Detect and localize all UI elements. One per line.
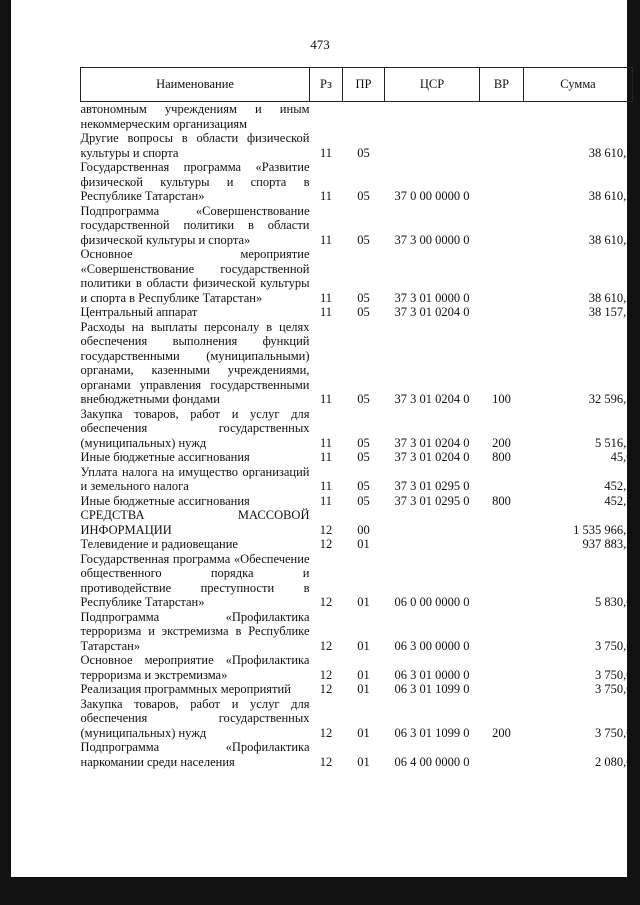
row-sum: 38 610,2	[588, 145, 633, 160]
row-pr: 05	[357, 450, 370, 464]
header-csr: ЦСР	[385, 68, 480, 102]
row-csr: 37 0 00 0000 0	[394, 189, 470, 203]
row-vr	[480, 740, 524, 769]
row-pr: 05	[357, 392, 370, 406]
table-row	[81, 204, 633, 248]
table-row	[81, 305, 633, 320]
row-csr: 06 3 01 1099 0	[394, 682, 470, 696]
row-csr: 06 3 01 0000 0	[394, 667, 470, 682]
row-pr: 05	[357, 145, 370, 160]
row-vr	[480, 160, 524, 204]
row-vr	[480, 653, 524, 682]
row-csr: 06 3 01 1099 0	[394, 725, 470, 740]
row-csr: 06 3 00 0000 0	[394, 638, 470, 653]
row-sum: 38 610,2	[588, 189, 633, 203]
row-vr	[480, 102, 524, 132]
table-row	[81, 407, 633, 451]
row-vr	[480, 610, 524, 654]
row-pr: 00	[357, 522, 370, 537]
row-rz: 11	[319, 189, 333, 203]
table-row	[81, 682, 633, 697]
row-sum: 3 750,0	[595, 638, 633, 653]
table-row	[81, 552, 633, 610]
table-row	[81, 131, 633, 160]
header-vr: ВР	[480, 68, 524, 102]
row-pr: 01	[357, 725, 370, 740]
row-name: Расходы на выплаты персоналу в целях обеспечения выполнения функций государственными (муниципальными) органами, казенными учреждениями, органами управления государственными внебюджетными фондами	[80, 319, 310, 406]
row-sum: 2 080,0	[595, 754, 633, 769]
row-pr: 01	[357, 682, 370, 696]
row-pr: 05	[357, 290, 370, 305]
table-row	[81, 653, 633, 682]
row-pr: 05	[357, 305, 370, 319]
row-name: Центральный аппарат	[80, 305, 198, 319]
row-rz: 11	[319, 392, 333, 406]
row-name: Телевидение и радиовещание	[80, 537, 238, 551]
row-rz: 12	[319, 682, 333, 696]
row-sum: 38 610,2	[588, 290, 633, 305]
row-pr: 01	[357, 667, 370, 682]
table-body	[81, 102, 633, 770]
row-name: Основное мероприятие «Совершенствование государственной политики в области физической культуры и спорта в Республике Татарстан»	[80, 247, 310, 305]
table-row	[81, 610, 633, 654]
row-rz: 12	[319, 522, 333, 537]
row-csr: 37 3 01 0204 0	[394, 305, 470, 319]
row-vr	[480, 305, 524, 320]
row-sum: 38 157,5	[588, 305, 633, 319]
row-csr: 37 3 00 0000 0	[394, 232, 470, 247]
row-pr: 05	[357, 493, 370, 508]
row-name: Подпрограмма «Профилактика наркомании среди населения	[80, 740, 310, 769]
row-pr: 01	[357, 537, 370, 551]
row-sum: 3 750,0	[595, 682, 633, 696]
row-name: Государственная программа «Развитие физической культуры и спорта в Республике Татарстан»	[80, 160, 310, 203]
table-row	[81, 508, 633, 537]
row-pr: 05	[357, 435, 370, 450]
header-rz: Рз	[310, 68, 343, 102]
row-csr: 37 3 01 0204 0	[394, 392, 470, 406]
row-name: автономным учреждениям и иным некоммерческим организациям	[80, 102, 310, 131]
row-rz: 12	[319, 725, 333, 740]
row-csr: 06 4 00 0000 0	[394, 754, 470, 769]
row-pr: 05	[357, 479, 370, 493]
row-sum: 937 883,2	[582, 537, 633, 551]
table-row	[81, 697, 633, 741]
row-pr: 01	[357, 754, 370, 769]
row-name: Подпрограмма «Профилактика терроризма и экстремизма в Республике Татарстан»	[80, 609, 310, 653]
row-sum: 1 535 966,5	[573, 522, 633, 537]
row-vr	[480, 552, 524, 610]
row-sum: 32 596,3	[588, 392, 633, 406]
row-sum: 3 750,0	[595, 667, 633, 682]
table-row	[81, 247, 633, 305]
row-csr	[385, 131, 480, 160]
row-vr	[480, 682, 524, 697]
table-row	[81, 102, 633, 132]
row-name: Иные бюджетные ассигнования	[80, 493, 250, 508]
row-rz: 11	[319, 435, 333, 450]
row-rz: 11	[319, 479, 333, 493]
row-sum: 38 610,2	[588, 232, 633, 247]
row-rz: 11	[319, 290, 333, 305]
scan-edge-left	[0, 0, 11, 905]
page-number: 473	[310, 37, 330, 52]
row-rz: 11	[319, 232, 333, 247]
row-vr: 800	[492, 493, 511, 508]
table-header-row	[81, 68, 633, 102]
row-csr	[385, 508, 480, 537]
row-name: Государственная программа «Обеспечение общественного порядка и противодействие преступности в Республике Татарстан»	[80, 551, 310, 609]
row-vr	[480, 204, 524, 248]
row-vr: 100	[492, 392, 511, 406]
row-rz: 11	[319, 450, 333, 464]
row-csr: 37 3 01 0295 0	[394, 493, 470, 508]
row-name: Основное мероприятие «Профилактика терроризма и экстремизма»	[80, 653, 310, 682]
table-row	[81, 320, 633, 407]
table-row	[81, 465, 633, 494]
row-csr	[385, 537, 480, 552]
row-rz: 12	[319, 638, 333, 653]
row-name: Закупка товаров, работ и услуг для обеспечения государственных (муниципальных) нужд	[80, 696, 310, 740]
row-pr: 05	[357, 189, 370, 203]
budget-table	[80, 67, 633, 769]
row-vr	[480, 465, 524, 494]
row-name: Уплата налога на имущество организаций и земельного налога	[80, 464, 310, 493]
row-name: Другие вопросы в области физической культуры и спорта	[80, 131, 310, 160]
header-name: Наименование	[81, 68, 310, 102]
row-rz: 12	[319, 754, 333, 769]
row-csr: 37 3 01 0204 0	[394, 450, 470, 464]
row-name: СРЕДСТВА МАССОВОЙ ИНФОРМАЦИИ	[80, 508, 310, 537]
row-vr	[480, 537, 524, 552]
row-csr: 37 3 01 0000 0	[394, 290, 470, 305]
row-csr	[385, 102, 480, 132]
row-name: Подпрограмма «Совершенствование государственной политики в области физической культуры и спорта»	[80, 203, 310, 247]
row-csr: 37 3 01 0204 0	[394, 435, 470, 450]
row-rz: 12	[319, 537, 333, 551]
header-pr: ПР	[343, 68, 385, 102]
row-rz: 12	[319, 595, 333, 609]
row-rz: 11	[319, 493, 333, 508]
row-vr	[480, 131, 524, 160]
row-pr: 01	[357, 638, 370, 653]
row-csr: 37 3 01 0295 0	[394, 479, 470, 493]
row-csr: 06 0 00 0000 0	[394, 595, 470, 609]
table-row	[81, 494, 633, 509]
row-name: Реализация программных мероприятий	[80, 682, 291, 696]
header-sum: Сумма	[524, 68, 633, 102]
row-vr: 200	[492, 725, 511, 740]
row-vr: 200	[492, 435, 511, 450]
row-pr	[343, 102, 385, 132]
row-sum	[524, 102, 633, 132]
row-sum: 45,0	[610, 450, 633, 464]
row-rz: 11	[319, 305, 333, 319]
row-pr: 05	[357, 232, 370, 247]
row-pr: 01	[357, 595, 370, 609]
table-row	[81, 740, 633, 769]
row-vr	[480, 247, 524, 305]
row-sum: 5 830,0	[595, 595, 633, 609]
row-sum: 452,7	[604, 479, 633, 493]
row-rz: 11	[319, 145, 333, 160]
row-name: Иные бюджетные ассигнования	[80, 450, 250, 464]
row-vr: 800	[492, 450, 511, 464]
table-row	[81, 450, 633, 465]
row-rz: 12	[319, 667, 333, 682]
row-name: Закупка товаров, работ и услуг для обеспечения государственных (муниципальных) нужд	[80, 406, 310, 450]
row-sum: 452,7	[604, 493, 633, 508]
table-row	[81, 160, 633, 204]
row-rz	[310, 102, 343, 132]
scan-edge-bottom	[0, 877, 640, 905]
row-vr	[480, 508, 524, 537]
row-sum: 5 516,2	[595, 435, 633, 450]
row-sum: 3 750,0	[595, 725, 633, 740]
table-row	[81, 537, 633, 552]
